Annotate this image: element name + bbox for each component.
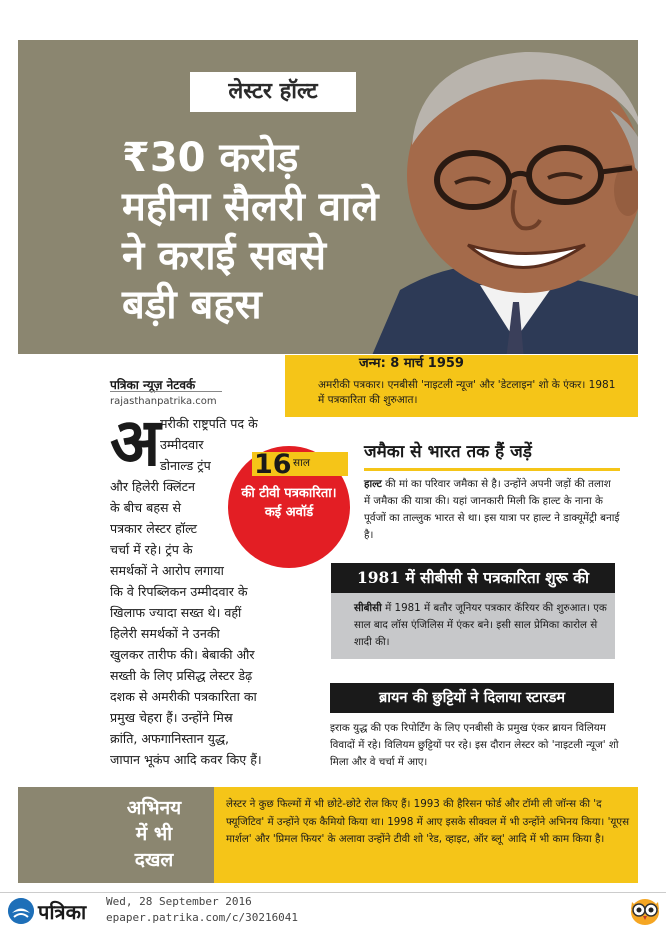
footer-divider: [0, 892, 666, 893]
story-line: सख्ती के लिए प्रसिद्ध लेस्टर डेढ़: [110, 668, 253, 683]
epaper-date: Wed, 28 September 2016: [106, 895, 252, 908]
story-line: जापान भूकंप आदि कवर किए हैं।: [110, 752, 262, 767]
acting-title-line: दखल: [134, 849, 174, 871]
section-body-jamaica: [364, 476, 620, 544]
body-text: की मां का परिवार जमैका से है। उन्होंने अपनी जड़ों की तलाश में जमैका की यात्रा की। यहां जानकारी मिली कि हाल्ट के नाना के पूर्वजों का ताल्लुक भारत से था। इस यात्रा पर हाल्ट ने डाक्यूमेंट्री बनाई है।: [364, 478, 620, 541]
person-name-tag: लेस्टर हॉल्ट: [190, 72, 356, 112]
patrika-logo-text: पत्रिका: [38, 900, 87, 924]
byline-divider: [110, 391, 222, 392]
story-line: के बीच बहस से: [110, 500, 182, 515]
story-line: खिलाफ ज्यादा सख्त थे। वहीं: [110, 605, 242, 620]
career-years-unit: साल: [293, 457, 310, 469]
section-title-stardom: ब्रायन की छुट्टियों ने दिलाया स्टारडम: [330, 683, 614, 713]
acting-title-line: अभिनय: [126, 797, 182, 819]
section-title-jamaica: जमैका से भारत तक हैं जड़ें: [364, 442, 532, 462]
story-line: उम्मीदवार: [160, 437, 204, 452]
section-body-stardom: इराक युद्ध की एक रिपोर्टिंग के लिए एनबीसी के प्रमुख एंकर ब्रायन विलियम विवादों में रहे। विलियम छुट्टियों पर रहे। इस दौरान लेस्टर को 'नाइटली न्यूज' शो मिला और वे चर्चा में आए।: [330, 722, 619, 768]
birth-date: जन्म: 8 मार्च 1959: [359, 356, 464, 371]
headline: [122, 134, 422, 330]
career-badge-text: की टीवी पत्रकारिता। कई अवॉर्ड: [241, 486, 337, 520]
section-divider: [364, 468, 620, 471]
story-line: खुलकर तारीफ की। बेबाकी और: [110, 647, 255, 662]
story-line: और हिलेरी क्लिंटन: [110, 479, 195, 494]
acting-title-line: में भी: [135, 823, 173, 845]
byline-site: rajasthanpatrika.com: [110, 396, 217, 407]
header-banner: [18, 40, 638, 354]
career-years: 16: [254, 449, 292, 480]
headline-line: महीना सैलरी वाले: [122, 184, 379, 230]
story-line: कि वे रिपब्लिकन उम्मीदवार के: [110, 584, 248, 599]
story-line: पत्रकार लेस्टर हॉल्ट: [110, 521, 197, 536]
acting-title: [104, 795, 204, 873]
headline-line: ₹30 करोड़: [122, 135, 299, 181]
story-line: हिलेरी समर्थकों ने उनकी: [110, 626, 220, 641]
drop-cap: अ: [110, 404, 161, 481]
headline-line: बड़ी बहस: [122, 282, 262, 328]
story-line: मरीकी राष्ट्रपति पद के: [160, 416, 258, 431]
headline-line: ने कराई सबसे: [122, 233, 327, 279]
acting-body: लेस्टर ने कुछ फिल्मों में भी छोटे-छोटे रोल किए हैं। 1993 की हैरिसन फोर्ड और टॉमी ली जॉन्स की 'द फ्यूजिटिव' में उन्होंने एक कैमियो किया था। 1998 में आए इसके सीक्वल में भी उन्होंने अभिनय किया। 'यूएस मार्शल' और 'प्रिमल फियर' के अलावा उन्होंने टीवी शो 'रेड, व्हाइट, ऑर ब्लू' आदि में भी काम किया है।: [226, 798, 630, 845]
owl-mascot-icon: [628, 894, 662, 926]
byline-network: पत्रिका न्यूज़ नेटवर्क: [110, 378, 196, 392]
story-line: क्रांति, अफगानिस्तान युद्ध,: [110, 731, 230, 746]
section-body-cbs: [354, 600, 610, 651]
patrika-logo-icon: [8, 898, 34, 924]
story-line: दशक से अमरीकी पत्रकारिता का: [110, 689, 257, 704]
body-text: में 1981 में बतौर जूनियर पत्रकार कॅरियर की शुरुआत। एक साल बाद लॉस एंजिलिस में एंकर बने। इसी साल प्रेमिका कारोल से शादी की।: [354, 602, 607, 648]
lead-word: सीबीसी: [354, 602, 382, 614]
story-line: समर्थकों ने आरोप लगाया: [110, 563, 224, 578]
story-line: डोनाल्ड ट्रंप: [160, 458, 211, 473]
section-title-cbs: 1981 में सीबीसी से पत्रकारिता शुरू की: [331, 563, 615, 593]
story-line: प्रमुख चेहरा हैं। उन्होंने मिस्र: [110, 710, 233, 725]
birth-description: अमरीकी पत्रकार। एनबीसी 'नाइटली न्यूज' और 'डेटलाइन' शो के एंकर। 1981 में पत्रकारिता की शुरुआत।: [318, 379, 616, 406]
story-line: चर्चा में रहे। ट्रंप के: [110, 542, 193, 557]
epaper-link[interactable]: epaper.patrika.com/c/30216041: [106, 911, 299, 924]
lead-word: हाल्ट: [364, 478, 382, 490]
